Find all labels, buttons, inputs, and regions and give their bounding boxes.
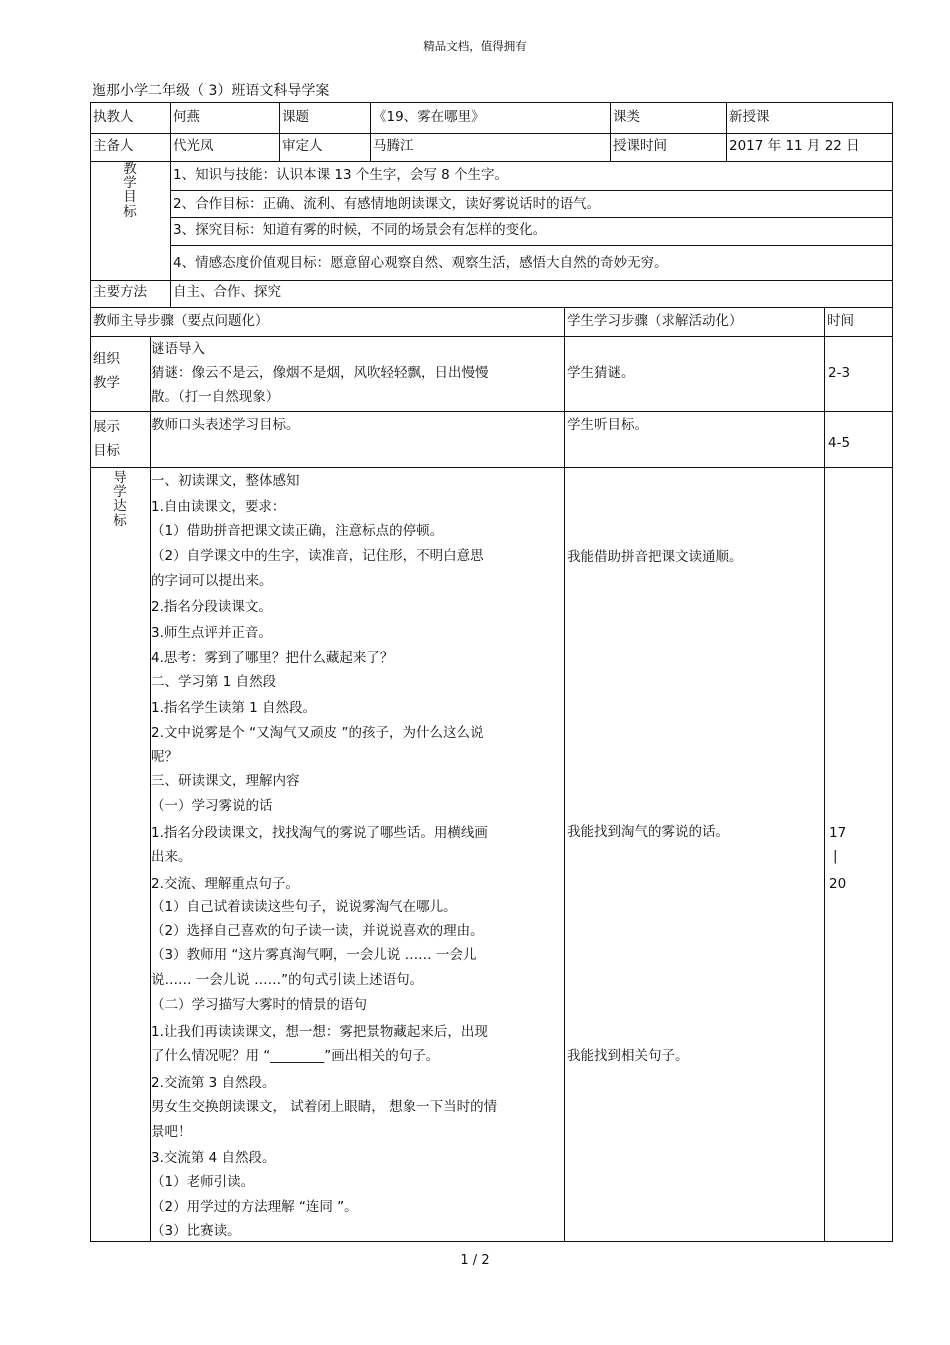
method-cell bbox=[170, 280, 893, 308]
teacher-steps-header: 教师主导步骤（要点问题化） bbox=[93, 313, 269, 329]
guide-line: （1）自己试着读读这些句子，说说雾淘气在哪儿。 bbox=[151, 899, 457, 915]
goals-label-cell bbox=[90, 161, 171, 281]
teacher-cell bbox=[170, 102, 280, 134]
student-steps-header-cell bbox=[564, 307, 825, 337]
show-label-cell bbox=[90, 411, 151, 468]
guide-line: 景吧！ bbox=[151, 1124, 192, 1140]
topic-value: 《19、雾在哪里》 bbox=[373, 109, 485, 125]
guide-line: 三、研读课文，理解内容 bbox=[151, 773, 300, 789]
guide-line: 出来。 bbox=[151, 849, 192, 865]
show-student-cell bbox=[564, 411, 825, 468]
organize-label-cell bbox=[90, 336, 151, 412]
teacher-label: 执教人 bbox=[93, 109, 134, 125]
guide-line: 2.交流、理解重点句子。 bbox=[151, 876, 299, 892]
guide-line: （二）学习描写大雾时的情景的语句 bbox=[151, 997, 367, 1013]
date-value: 2017 年 11 月 22 日 bbox=[729, 138, 860, 154]
guide-line: 1.指名分段读课文，找找淘气的雾说了哪些话。用横线画 bbox=[151, 825, 488, 841]
show-teacher: 教师口头表述学习目标。 bbox=[151, 417, 300, 433]
guide-line: 的字词可以提出来。 bbox=[151, 573, 273, 589]
organize-line-2: 猜谜：像云不是云，像烟不是烟，风吹轻轻飘，日出慢慢 bbox=[151, 365, 489, 381]
guide-line: （1）借助拼音把课文读正确，注意标点的停顿。 bbox=[151, 523, 444, 539]
guide-time-separator: | bbox=[833, 848, 838, 864]
teacher-label-cell bbox=[90, 102, 171, 134]
reviewer-label: 审定人 bbox=[282, 138, 323, 154]
organize-label-line-1: 组织 bbox=[93, 351, 120, 367]
page-number: 1 / 2 bbox=[460, 1253, 490, 1268]
guide-label-cell bbox=[90, 467, 151, 1242]
topic-label-cell bbox=[279, 102, 371, 134]
guide-line: 说…… 一会儿说 ……”的句式引读上述语句。 bbox=[151, 972, 424, 988]
guide-line: （2）自学课文中的生字，读准音，记住形，不明白意思 bbox=[151, 548, 484, 564]
guide-line: （3）比赛读。 bbox=[151, 1223, 241, 1239]
guide-teacher-cell bbox=[150, 467, 565, 1242]
organize-line-3: 散。（打一自然现象） bbox=[151, 389, 280, 405]
guide-time-1: 17 bbox=[829, 825, 847, 841]
goal-3: 3、探究目标：知道有雾的时候，不同的场景会有怎样的变化。 bbox=[173, 222, 547, 238]
reviewer-cell bbox=[370, 133, 611, 162]
guide-line: 3.师生点评并正音。 bbox=[151, 625, 272, 641]
organize-student: 学生猜谜。 bbox=[567, 365, 635, 381]
guide-time-2: 20 bbox=[829, 876, 847, 892]
date-label-cell bbox=[610, 133, 727, 162]
guide-line: 呢？ bbox=[151, 749, 178, 765]
goal-2-cell bbox=[170, 190, 893, 218]
type-label: 课类 bbox=[613, 109, 640, 125]
guide-line: 一、初读课文，整体感知 bbox=[151, 473, 300, 489]
guide-line: 二、学习第 1 自然段 bbox=[151, 674, 277, 690]
show-time: 4-5 bbox=[828, 435, 851, 451]
guide-line: 了什么情况呢？用 “________”画出相关的句子。 bbox=[151, 1048, 440, 1064]
type-label-cell bbox=[610, 102, 727, 134]
type-cell bbox=[726, 102, 893, 134]
guide-line: 男女生交换朗读课文， 试着闭上眼睛， 想象一下当时的情 bbox=[151, 1099, 498, 1115]
page-header: 精品文档，值得拥有 bbox=[423, 39, 527, 53]
teacher-steps-header-cell bbox=[90, 307, 565, 337]
reviewer-label-cell bbox=[279, 133, 371, 162]
guide-line: （3）教师用 “这片雾真淘气啊，一会儿说 …… 一会儿 bbox=[151, 947, 477, 963]
organize-time: 2-3 bbox=[828, 365, 851, 381]
show-student: 学生听目标。 bbox=[567, 417, 648, 433]
goals-label: 教学目标 bbox=[123, 161, 137, 220]
time-header-cell bbox=[824, 307, 893, 337]
type-value: 新授课 bbox=[729, 109, 770, 125]
date-label: 授课时间 bbox=[613, 138, 667, 154]
guide-student-2: 我能找到淘气的雾说的话。 bbox=[567, 824, 729, 840]
preparer-label-cell bbox=[90, 133, 171, 162]
method-value: 自主、合作、探究 bbox=[173, 284, 281, 300]
guide-line: 1.自由读课文，要求： bbox=[151, 499, 286, 515]
guide-time-cell bbox=[824, 467, 893, 1242]
organize-line-1: 谜语导入 bbox=[151, 341, 205, 357]
goal-1: 1、知识与技能：认识本课 13 个生字，会写 8 个生字。 bbox=[173, 167, 509, 183]
teacher-value: 何燕 bbox=[173, 109, 200, 125]
show-teacher-cell bbox=[150, 411, 565, 468]
goal-3-cell bbox=[170, 217, 893, 246]
guide-student-cell bbox=[564, 467, 825, 1242]
method-label: 主要方法 bbox=[93, 284, 147, 300]
organize-label-line-2: 教学 bbox=[93, 375, 120, 391]
guide-line: 2.文中说雾是个 “又淘气又顽皮 ”的孩子，为什么这么说 bbox=[151, 725, 484, 741]
guide-student-3: 我能找到相关句子。 bbox=[567, 1048, 689, 1064]
show-label-line-2: 目标 bbox=[93, 443, 120, 459]
method-label-cell bbox=[90, 280, 171, 308]
guide-line: 1.让我们再读读课文，想一想：雾把景物藏起来后，出现 bbox=[151, 1024, 488, 1040]
goal-4-cell bbox=[170, 245, 893, 281]
document-title: 迤那小学二年级（ 3）班语文科导学案 bbox=[92, 83, 330, 99]
guide-line: 2.指名分段读课文。 bbox=[151, 599, 272, 615]
guide-line: （一）学习雾说的话 bbox=[151, 798, 273, 814]
guide-line: 4.思考：雾到了哪里？把什么藏起来了？ bbox=[151, 650, 394, 666]
guide-line: （2）选择自己喜欢的句子读一读，并说说喜欢的理由。 bbox=[151, 923, 484, 939]
goal-4: 4、情感态度价值观目标：愿意留心观察自然、观察生活，感悟大自然的奇妙无穷。 bbox=[173, 255, 668, 271]
preparer-value: 代光凤 bbox=[173, 138, 214, 154]
preparer-cell bbox=[170, 133, 280, 162]
preparer-label: 主备人 bbox=[93, 138, 134, 154]
guide-student-1: 我能借助拼音把课文读通顺。 bbox=[567, 549, 743, 565]
date-cell bbox=[726, 133, 893, 162]
topic-label: 课题 bbox=[282, 109, 309, 125]
organize-student-cell bbox=[564, 336, 825, 412]
goal-1-cell bbox=[170, 161, 893, 191]
guide-line: （2）用学过的方法理解 “连同 ”。 bbox=[151, 1199, 358, 1215]
show-label-line-1: 展示 bbox=[93, 419, 120, 435]
guide-line: （1）老师引读。 bbox=[151, 1174, 255, 1190]
guide-line: 2.交流第 3 自然段。 bbox=[151, 1075, 276, 1091]
time-header: 时间 bbox=[827, 313, 854, 329]
guide-label: 导学达标 bbox=[113, 470, 127, 529]
show-time-cell bbox=[824, 411, 893, 468]
topic-cell bbox=[370, 102, 611, 134]
organize-time-cell bbox=[824, 336, 893, 412]
guide-line: 3.交流第 4 自然段。 bbox=[151, 1150, 276, 1166]
organize-teacher-cell bbox=[150, 336, 565, 412]
reviewer-value: 马腾江 bbox=[373, 138, 414, 154]
guide-line: 1.指名学生读第 1 自然段。 bbox=[151, 700, 317, 716]
student-steps-header: 学生学习步骤（求解活动化） bbox=[567, 313, 743, 329]
goal-2: 2、合作目标：正确、流利、有感情地朗读课文，读好雾说话时的语气。 bbox=[173, 196, 601, 212]
